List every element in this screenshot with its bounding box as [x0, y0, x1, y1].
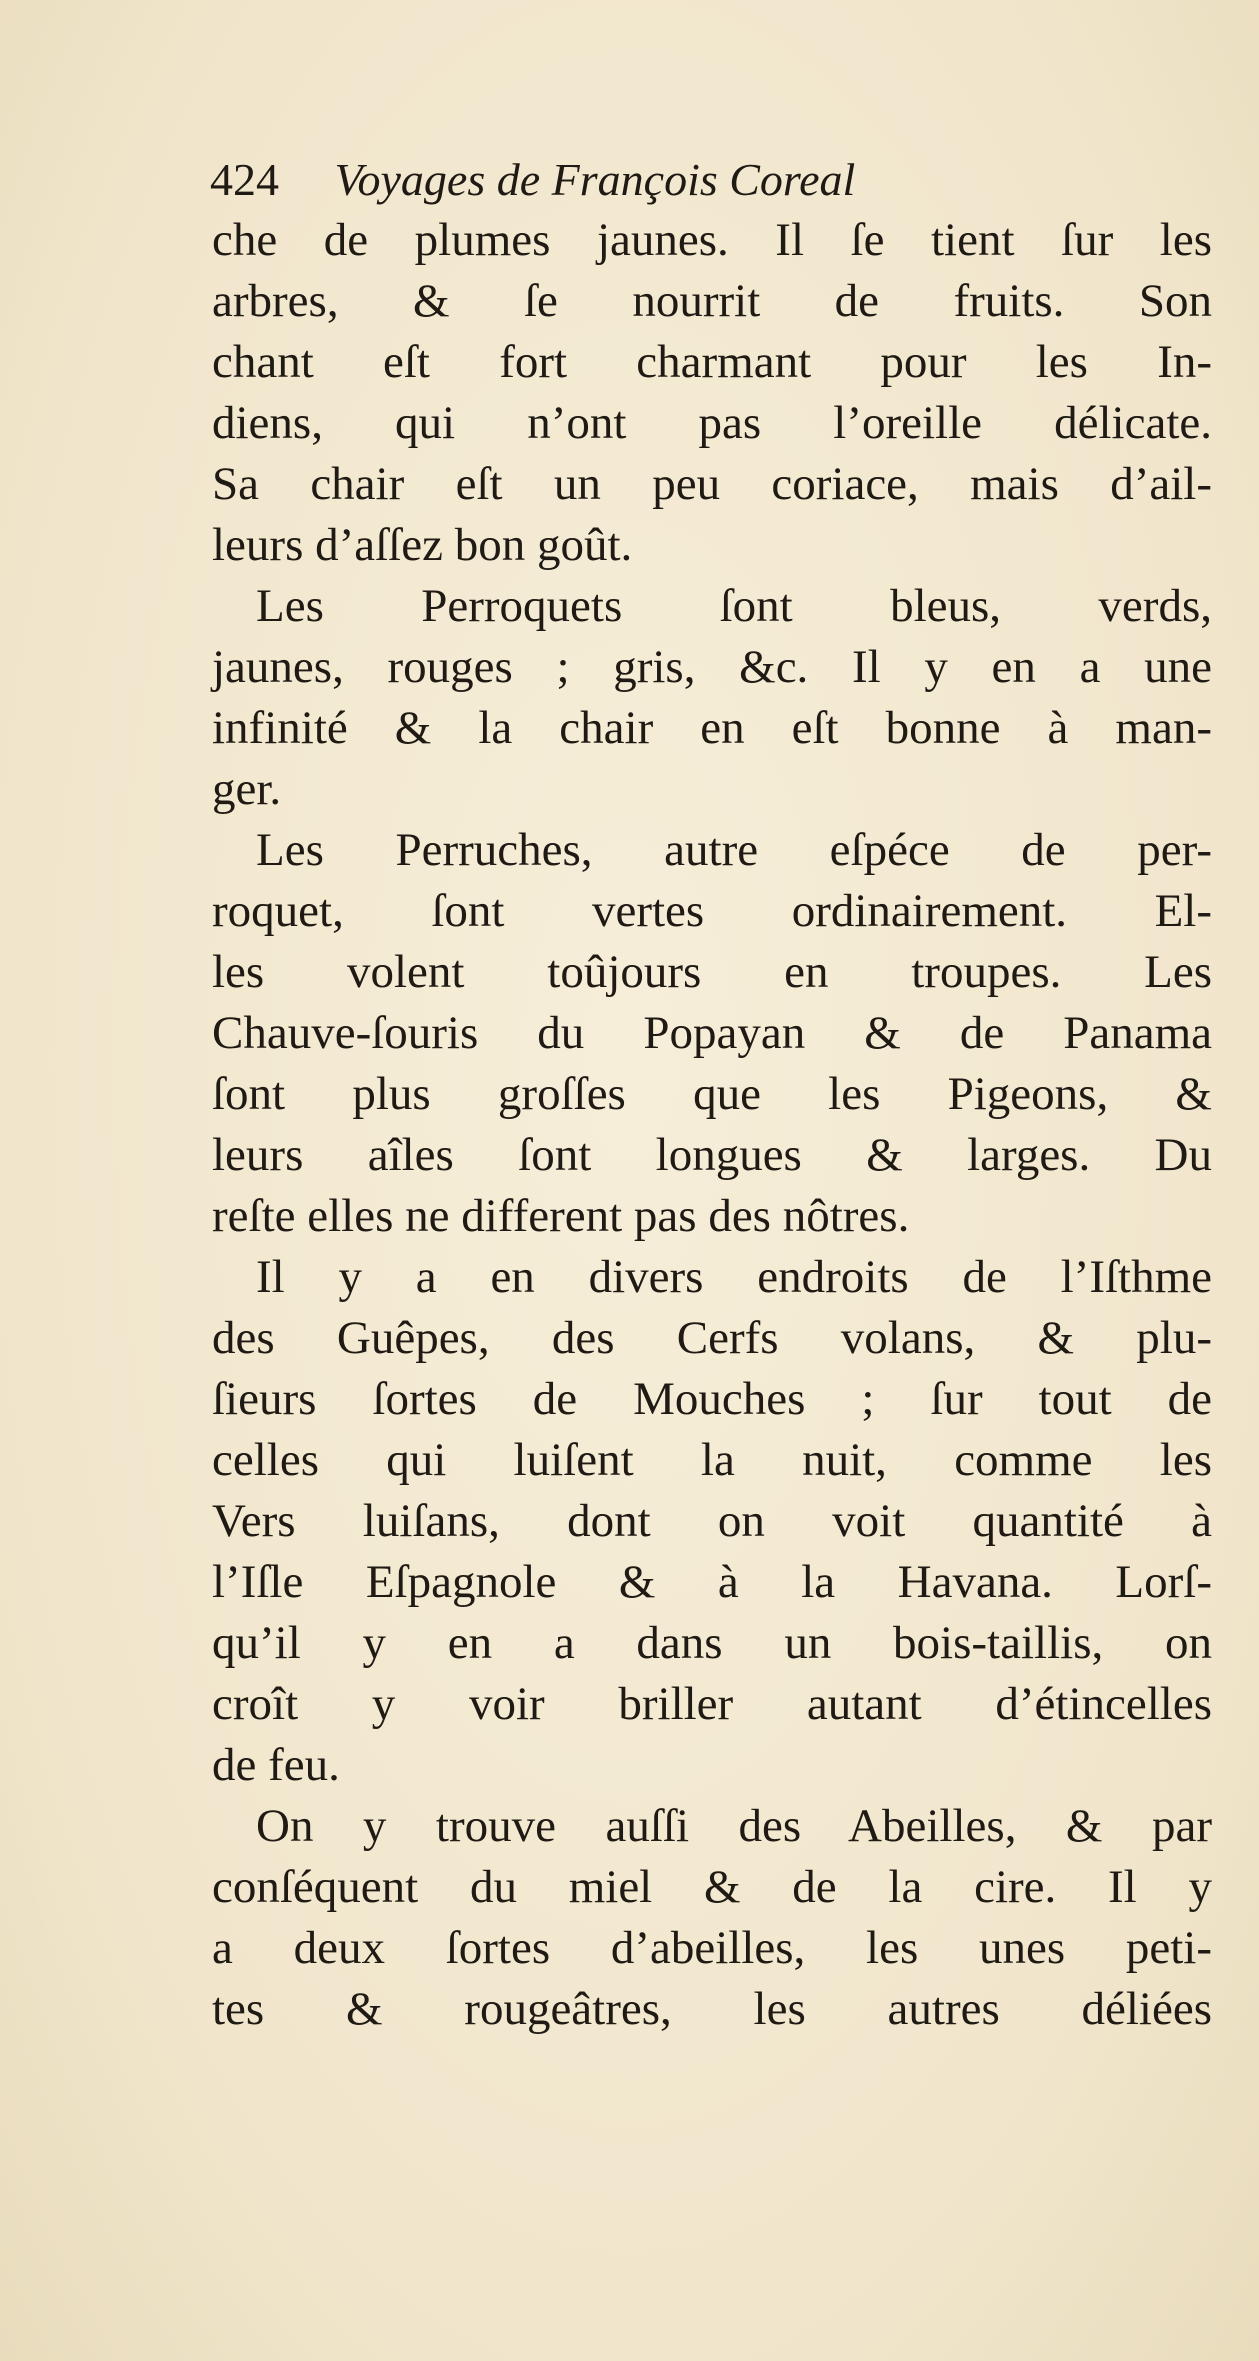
body-text: [212, 210, 1212, 2040]
text-line: Chauve-ſouris du Popayan & de Panama: [212, 1007, 1212, 1059]
text-line: conſéquent du miel & de la cire. Il y: [212, 1861, 1212, 1913]
text-line: Il y a en divers endroits de l’Iſthme: [256, 1251, 1212, 1303]
text-line: leurs aîles ſont longues & larges. Du: [212, 1129, 1212, 1181]
text-line: celles qui luiſent la nuit, comme les: [212, 1434, 1212, 1486]
text-line: che de plumes jaunes. Il ſe tient ſur les: [212, 214, 1212, 266]
text-line: Les Perroquets ſont bleus, verds,: [256, 580, 1212, 632]
text-line: leurs d’aſſez bon goût.: [212, 519, 633, 571]
text-line: les volent toûjours en troupes. Les: [212, 946, 1212, 998]
text-line: infinité & la chair en eſt bonne à man-: [212, 702, 1212, 754]
page-header: [210, 150, 855, 210]
text-line: l’Iſle Eſpagnole & à la Havana. Lorſ-: [212, 1556, 1212, 1608]
text-line: croît y voir briller autant d’étincelles: [212, 1678, 1212, 1730]
text-line: diens, qui n’ont pas l’oreille délicate.: [212, 397, 1212, 449]
text-line: roquet, ſont vertes ordinairement. El-: [212, 885, 1212, 937]
text-line: chant eſt fort charmant pour les In-: [212, 336, 1212, 388]
text-line: reſte elles ne different pas des nôtres.: [212, 1190, 910, 1242]
text-line: a deux ſortes d’abeilles, les unes peti-: [212, 1922, 1212, 1974]
text-line: jaunes, rouges ; gris, &c. Il y en a une: [212, 641, 1212, 693]
text-line: ſont plus groſſes que les Pigeons, &: [212, 1068, 1212, 1120]
text-line: qu’il y en a dans un bois-taillis, on: [212, 1617, 1212, 1669]
text-line: On y trouve auſſi des Abeilles, & par: [256, 1800, 1212, 1852]
text-line: ger.: [212, 763, 282, 815]
text-line: Vers luiſans, dont on voit quantité à: [212, 1495, 1212, 1547]
text-line: des Guêpes, des Cerfs volans, & plu-: [212, 1312, 1212, 1364]
page-number: 424: [210, 154, 279, 205]
text-line: de feu.: [212, 1739, 340, 1791]
text-line: Les Perruches, autre eſpéce de per-: [256, 824, 1212, 876]
text-line: ſieurs ſortes de Mouches ; ſur tout de: [212, 1373, 1212, 1425]
running-title: Voyages de François Coreal: [334, 154, 856, 205]
text-line: arbres, & ſe nourrit de fruits. Son: [212, 275, 1212, 327]
text-line: tes & rougeâtres, les autres déliées: [212, 1983, 1212, 2035]
text-line: Sa chair eſt un peu coriace, mais d’ail-: [212, 458, 1212, 510]
